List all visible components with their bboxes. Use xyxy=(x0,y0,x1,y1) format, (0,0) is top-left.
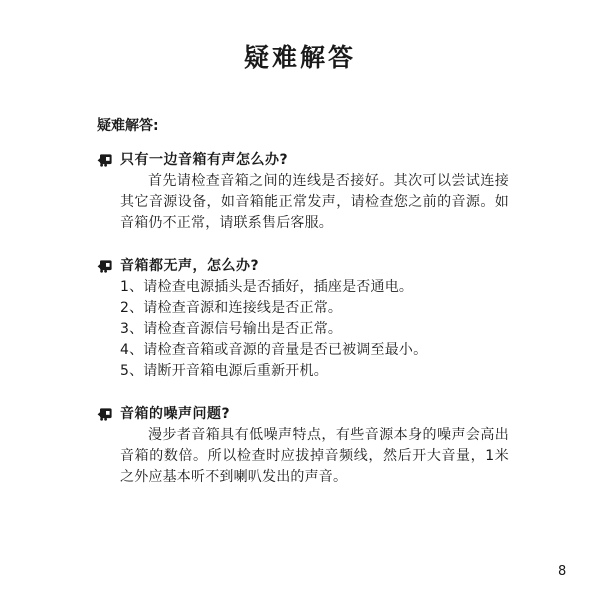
question-text: 音箱都无声，怎么办? xyxy=(120,258,260,274)
question-text: 只有一边音箱有声怎么办? xyxy=(120,152,289,168)
qa-block-no-sound xyxy=(97,256,509,382)
speaker-bullet-icon xyxy=(97,260,113,273)
question-row xyxy=(97,256,509,277)
list-item: 4、请检查音箱或音源的音量是否已被调至最小。 xyxy=(120,342,428,358)
page-title: 疑难解答 xyxy=(243,43,356,72)
list-item: 2、请检查音源和连接线是否正常。 xyxy=(120,300,343,316)
question-row xyxy=(97,150,509,171)
question-row xyxy=(97,404,509,425)
speaker-bullet-icon xyxy=(97,154,113,167)
content-area xyxy=(97,116,509,510)
qa-block-noise-issue xyxy=(97,404,509,488)
qa-block-one-speaker-sound xyxy=(97,150,509,234)
page-number: 8 xyxy=(558,564,567,579)
answer-list xyxy=(97,277,509,382)
answer-paragraph: 首先请检查音箱之间的连线是否接好。其次可以尝试连接其它音源设备，如音箱能正常发声，请检查您之前的音源。如音箱仍不正常，请联系售后客服。 xyxy=(120,173,509,231)
section-heading: 疑难解答: xyxy=(97,118,159,134)
list-item: 1、请检查电源插头是否插好，插座是否通电。 xyxy=(120,279,414,295)
list-item: 3、请检查音源信号输出是否正常。 xyxy=(120,321,343,337)
question-text: 音箱的噪声问题? xyxy=(120,406,231,422)
speaker-bullet-icon xyxy=(97,408,113,421)
list-item: 5、请断开音箱电源后重新开机。 xyxy=(120,363,328,379)
answer-paragraph: 漫步者音箱具有低噪声特点，有些音源本身的噪声会高出音箱的数倍。所以检查时应拔掉音频线，然后开大音量，1米之外应基本听不到喇叭发出的声音。 xyxy=(120,427,509,485)
answer-wrap xyxy=(97,171,509,234)
answer-wrap xyxy=(97,425,509,488)
